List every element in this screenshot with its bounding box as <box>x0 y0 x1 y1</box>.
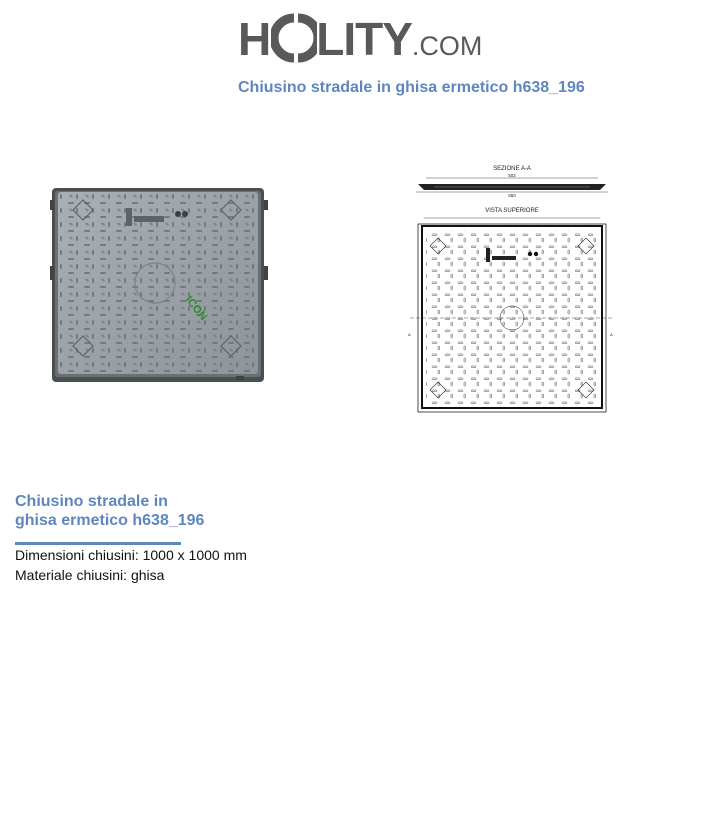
photo-brand-text: ICON <box>182 294 210 323</box>
product-photo[interactable] <box>50 186 268 386</box>
svg-text:A: A <box>610 332 613 337</box>
technical-drawing[interactable] <box>404 160 618 418</box>
spec-value: ghisa <box>130 566 165 583</box>
spec-value: 1000 x 1000 mm <box>142 547 247 563</box>
spec-label: Materiale chiusini: <box>15 566 128 583</box>
svg-text:A: A <box>408 332 411 337</box>
logo-dotcom: .COM <box>411 31 483 61</box>
divider <box>15 542 181 545</box>
product-name <box>15 492 245 530</box>
dim-top: 502 <box>508 173 516 178</box>
spec-row-dimensions <box>15 546 247 566</box>
product-name-line1: Chiusino stradale in <box>15 493 168 510</box>
holity-logo[interactable] <box>238 8 488 70</box>
section-label: SEZIONE A-A <box>493 166 531 172</box>
logo-letter-h: H <box>238 13 271 65</box>
product-name-line2: ghisa ermetico h638_196 <box>15 512 205 529</box>
logo-letters-lity: LITY <box>316 13 412 65</box>
product-specs <box>15 546 247 585</box>
logo-o-icon <box>271 12 317 64</box>
dim-bottom: 650 <box>508 193 516 198</box>
spec-row-material <box>15 566 247 586</box>
top-view-label: VISTA SUPERIORE <box>485 208 539 214</box>
spec-label: Dimensioni chiusini: <box>15 547 139 563</box>
page-title: Chiusino stradale in ghisa ermetico h638_196 <box>238 79 585 96</box>
